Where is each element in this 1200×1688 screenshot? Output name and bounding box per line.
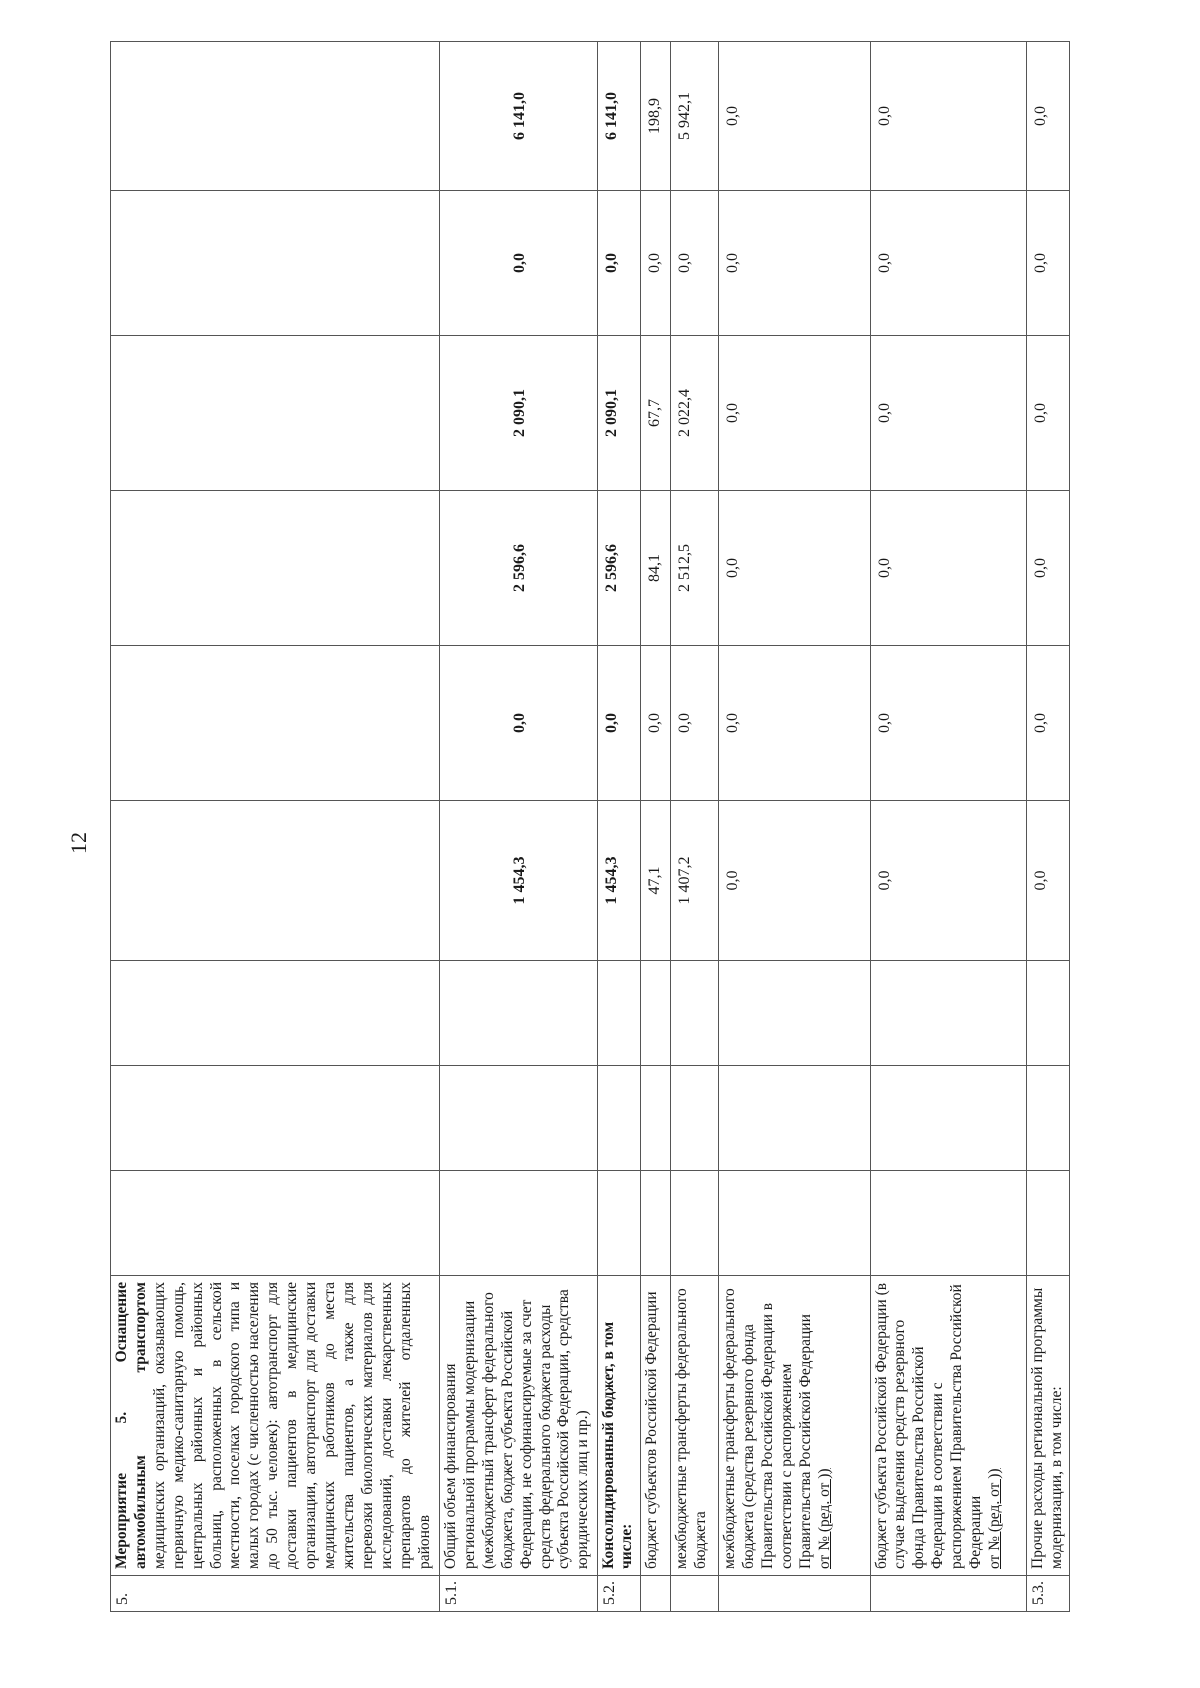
value-cell: 67,7 — [640, 336, 670, 491]
value-cell — [111, 961, 440, 1066]
value-cell: 6 141,0 — [440, 42, 598, 191]
value-cell — [719, 961, 870, 1066]
value-cell — [111, 801, 440, 961]
value-cell: 1 454,3 — [440, 801, 598, 961]
value-cell: 0,0 — [719, 801, 870, 961]
value-cell: 0,0 — [719, 646, 870, 801]
value-cell — [670, 961, 718, 1066]
row-index — [640, 1576, 670, 1612]
value-cell — [870, 1066, 1026, 1171]
value-cell: 198,9 — [640, 42, 670, 191]
value-cell: 0,0 — [719, 491, 870, 646]
value-cell: 0,0 — [870, 646, 1026, 801]
table-row — [719, 42, 870, 1612]
value-cell: 0,0 — [670, 191, 718, 336]
row-text: межбюджетные трансферты федерального бюджета (средства резервного фонда Правительства Российской Федерации в соответствии с распоряжением Правительства Российской Федерации — [721, 1288, 814, 1569]
table-row — [640, 42, 670, 1612]
value-cell: 2 596,6 — [597, 491, 640, 646]
row-text: Прочие расходы региональной программы модернизации, в том числе: — [1028, 1287, 1065, 1569]
value-cell — [111, 646, 440, 801]
value-cell — [111, 491, 440, 646]
value-cell: 0,0 — [670, 646, 718, 801]
table-row — [440, 42, 598, 1612]
budget-table-sheet — [110, 42, 1070, 1612]
row-description — [670, 1276, 718, 1576]
row-title: Мероприятие 5. Оснащение автомобильным транспортом — [113, 1282, 149, 1569]
value-cell — [719, 1066, 870, 1171]
value-cell — [440, 1171, 598, 1276]
value-cell: 2 022,4 — [670, 336, 718, 491]
value-cell — [597, 961, 640, 1066]
value-cell — [640, 1066, 670, 1171]
value-cell — [440, 1066, 598, 1171]
value-cell: 5 942,1 — [670, 42, 718, 191]
value-cell: 0,0 — [1026, 491, 1069, 646]
value-cell: 0,0 — [440, 191, 598, 336]
row-text: бюджет субъектов Российской Федерации — [642, 1291, 660, 1569]
value-cell — [111, 191, 440, 336]
row-description — [597, 1276, 640, 1576]
value-cell: 1 454,3 — [597, 801, 640, 961]
value-cell — [111, 1066, 440, 1171]
row-index: 5.1. — [440, 1576, 598, 1612]
value-cell: 0,0 — [597, 191, 640, 336]
value-cell — [597, 1066, 640, 1171]
value-cell: 0,0 — [640, 191, 670, 336]
row-reference-line: от № (ред. от )) — [815, 1468, 833, 1569]
value-cell — [440, 961, 598, 1066]
row-description — [440, 1276, 598, 1576]
budget-table — [110, 41, 1070, 1612]
row-text: межбюджетные трансферты федерального бюджета — [672, 1288, 709, 1569]
table-row — [670, 42, 718, 1612]
value-cell — [111, 42, 440, 191]
value-cell: 0,0 — [870, 191, 1026, 336]
value-cell — [1026, 1066, 1069, 1171]
value-cell: 0,0 — [870, 491, 1026, 646]
value-cell: 0,0 — [719, 336, 870, 491]
row-index — [870, 1576, 1026, 1612]
value-cell — [870, 1171, 1026, 1276]
row-description — [1026, 1276, 1069, 1576]
value-cell — [670, 1171, 718, 1276]
value-cell: 0,0 — [1026, 801, 1069, 961]
table-row — [597, 42, 640, 1612]
value-cell — [111, 1171, 440, 1276]
row-reference-line: от № (ред. от )) — [985, 1468, 1003, 1569]
value-cell — [870, 961, 1026, 1066]
value-cell: 0,0 — [870, 801, 1026, 961]
value-cell — [670, 1066, 718, 1171]
page-number: 12 — [66, 832, 91, 854]
row-text: Общий объем финансирования региональной программы модернизации (межбюджетный трансферт федерального бюджета, бюджет субъекта Российской Федерации, не софинансируемые за счет средств федерального бюджета расходы субъекта Российской Федерации, средства юридических лиц и пр.) — [442, 1289, 592, 1569]
value-cell: 0,0 — [1026, 42, 1069, 191]
row-description — [719, 1276, 870, 1576]
value-cell: 47,1 — [640, 801, 670, 961]
value-cell: 0,0 — [640, 646, 670, 801]
row-description — [111, 1276, 440, 1576]
table-row — [870, 42, 1026, 1612]
row-index: 5.2. — [597, 1576, 640, 1612]
value-cell: 2 596,6 — [440, 491, 598, 646]
value-cell: 0,0 — [1026, 646, 1069, 801]
row-text: медицинских организаций, оказывающих первичную медико-санитарную помощь, центральных районных и районных больниц, расположенных в сельской местности, поселках городского типа и малых городах (с численностью населения до 50 тыс. человек): автотранспорт для доставки пациентов в медицинские организации, автотранспорт для доставки медицинских работников до места жительства пациентов, а также для перевозки биологических материалов для исследований, доставки лекарственных препаратов до жителей отдаленных районов — [150, 1282, 433, 1569]
value-cell: 0,0 — [719, 42, 870, 191]
value-cell: 84,1 — [640, 491, 670, 646]
row-index: 5. — [111, 1576, 440, 1612]
table-row — [111, 42, 440, 1612]
value-cell — [640, 961, 670, 1066]
value-cell: 2 090,1 — [597, 336, 640, 491]
row-index — [719, 1576, 870, 1612]
value-cell: 0,0 — [1026, 336, 1069, 491]
value-cell: 0,0 — [1026, 191, 1069, 336]
value-cell — [111, 336, 440, 491]
value-cell: 6 141,0 — [597, 42, 640, 191]
table-row — [1026, 42, 1069, 1612]
value-cell — [640, 1171, 670, 1276]
value-cell: 0,0 — [597, 646, 640, 801]
value-cell — [719, 1171, 870, 1276]
row-index: 5.3. — [1026, 1576, 1069, 1612]
value-cell: 2 090,1 — [440, 336, 598, 491]
value-cell: 0,0 — [870, 42, 1026, 191]
row-description — [870, 1276, 1026, 1576]
value-cell — [1026, 1171, 1069, 1276]
row-text: бюджет субъекта Российской Федерации (в случае выделения средств резервного фонда Правительства Российской Федерации в соответствии с распоряжением Правительства Российской Федерации — [872, 1282, 985, 1569]
row-index — [670, 1576, 718, 1612]
value-cell — [1026, 961, 1069, 1066]
value-cell: 0,0 — [719, 191, 870, 336]
value-cell: 0,0 — [440, 646, 598, 801]
value-cell: 2 512,5 — [670, 491, 718, 646]
value-cell: 1 407,2 — [670, 801, 718, 961]
row-text: Консолидированный бюджет, в том числе: — [599, 1321, 636, 1569]
value-cell — [597, 1171, 640, 1276]
row-description — [640, 1276, 670, 1576]
value-cell: 0,0 — [870, 336, 1026, 491]
